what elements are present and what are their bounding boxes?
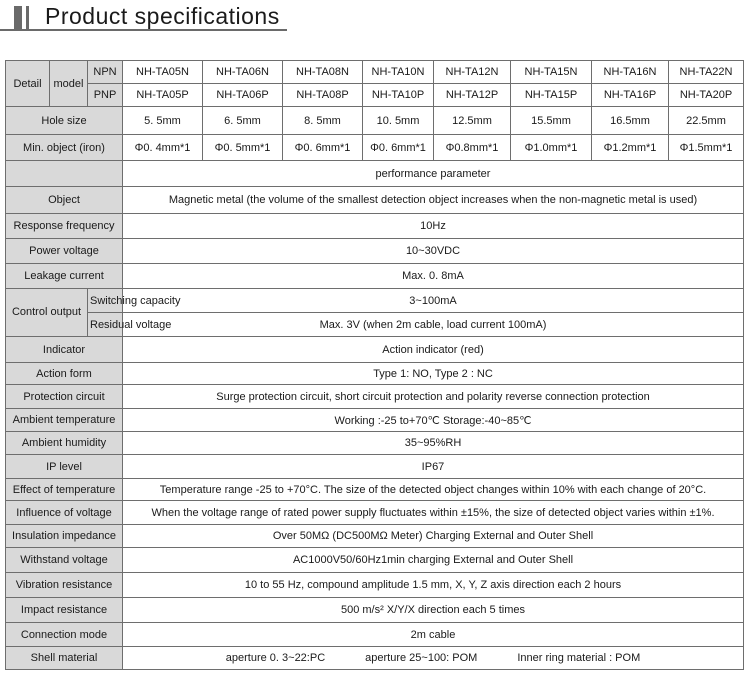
table-row <box>6 479 744 501</box>
spec-label: Power voltage <box>6 239 123 264</box>
header-underline <box>0 29 287 31</box>
pnp-model-cell: NH-TA16P <box>592 84 669 107</box>
spec-label: Withstand voltage <box>6 548 123 573</box>
table-row <box>6 84 744 107</box>
performance-header: performance parameter <box>123 161 744 187</box>
page-title: Product specifications <box>45 3 280 29</box>
table-row <box>6 107 744 135</box>
spec-value: Working :-25 to+70℃ Storage:-40~85℃ <box>123 409 744 432</box>
pnp-model-cell: NH-TA15P <box>511 84 592 107</box>
residual-voltage-value: Max. 3V (when 2m cable, load current 100mA) <box>123 313 744 337</box>
header-marker-thin-icon <box>26 6 29 30</box>
table-row <box>6 525 744 548</box>
spec-value: 10 to 55 Hz, compound amplitude 1.5 mm, X, Y, Z axis direction each 2 hours <box>123 573 744 598</box>
min-object-cell: Φ0. 6mm*1 <box>363 135 434 161</box>
table-row <box>6 187 744 214</box>
spec-label: Influence of voltage <box>6 501 123 525</box>
pnp-model-cell: NH-TA06P <box>203 84 283 107</box>
spec-label: Protection circuit <box>6 385 123 409</box>
spec-label: Vibration resistance <box>6 573 123 598</box>
spec-label: Insulation impedance <box>6 525 123 548</box>
npn-model-cell: NH-TA12N <box>434 61 511 84</box>
spec-value: 35~95%RH <box>123 432 744 455</box>
shell-material-value <box>123 647 744 670</box>
table-row <box>6 363 744 385</box>
spec-value: 10~30VDC <box>123 239 744 264</box>
spec-label: Leakage current <box>6 264 123 289</box>
spec-label: Impact resistance <box>6 598 123 623</box>
residual-voltage-label: Residual voltage <box>88 313 123 337</box>
pnp-model-cell: NH-TA08P <box>283 84 363 107</box>
table-row <box>6 455 744 479</box>
control-output-label: Control output <box>6 289 88 337</box>
npn-model-cell: NH-TA22N <box>669 61 744 84</box>
spec-value: Temperature range -25 to +70°C. The size of the detected object changes within 10% with each change of 20°C. <box>123 479 744 501</box>
npn-model-cell: NH-TA05N <box>123 61 203 84</box>
spec-value: Action indicator (red) <box>123 337 744 363</box>
table-row <box>6 337 744 363</box>
spec-value: Max. 0. 8mA <box>123 264 744 289</box>
table-row <box>6 501 744 525</box>
spec-label: Ambient temperature <box>6 409 123 432</box>
spec-value: IP67 <box>123 455 744 479</box>
table-row <box>6 385 744 409</box>
pnp-model-cell: NH-TA10P <box>363 84 434 107</box>
min-object-label: Min. object (iron) <box>6 135 123 161</box>
hole-size-cell: 6. 5mm <box>203 107 283 135</box>
shell-material-part: aperture 25~100: POM <box>365 652 478 664</box>
shell-material-part: aperture 0. 3~22:PC <box>225 652 326 664</box>
detail-label: Detail <box>6 61 50 107</box>
spec-value: Surge protection circuit, short circuit protection and polarity reverse connection protection <box>123 385 744 409</box>
model-label: model <box>50 61 88 107</box>
npn-model-cell: NH-TA15N <box>511 61 592 84</box>
table-row <box>6 548 744 573</box>
spec-table <box>5 60 744 670</box>
table-row <box>6 264 744 289</box>
npn-label: NPN <box>88 61 123 84</box>
table-row <box>6 289 744 313</box>
hole-size-cell: 8. 5mm <box>283 107 363 135</box>
spec-label: Action form <box>6 363 123 385</box>
pnp-model-cell: NH-TA05P <box>123 84 203 107</box>
table-row <box>6 573 744 598</box>
shell-material-part: Inner ring material : POM <box>517 652 641 664</box>
section-header <box>0 0 747 40</box>
shell-material-label: Shell material <box>6 647 123 670</box>
spec-value: AC1000V50/60Hz1min charging External and Outer Shell <box>123 548 744 573</box>
hole-size-cell: 5. 5mm <box>123 107 203 135</box>
npn-model-cell: NH-TA16N <box>592 61 669 84</box>
table-row <box>6 135 744 161</box>
table-row <box>6 409 744 432</box>
table-row <box>6 61 744 84</box>
hole-size-cell: 15.5mm <box>511 107 592 135</box>
table-row <box>6 161 744 187</box>
npn-model-cell: NH-TA08N <box>283 61 363 84</box>
min-object-cell: Φ1.2mm*1 <box>592 135 669 161</box>
spec-value: Over 50MΩ (DC500MΩ Meter) Charging External and Outer Shell <box>123 525 744 548</box>
spec-label: Connection mode <box>6 623 123 647</box>
min-object-cell: Φ0. 6mm*1 <box>283 135 363 161</box>
table-row <box>6 432 744 455</box>
spec-table-body <box>6 61 744 670</box>
spec-label: Ambient humidity <box>6 432 123 455</box>
spec-label: IP level <box>6 455 123 479</box>
switching-capacity-label: Switching capacity <box>88 289 123 313</box>
min-object-cell: Φ1.5mm*1 <box>669 135 744 161</box>
hole-size-label: Hole size <box>6 107 123 135</box>
table-row <box>6 598 744 623</box>
spec-label: Response frequency <box>6 214 123 239</box>
table-row <box>6 623 744 647</box>
hole-size-cell: 12.5mm <box>434 107 511 135</box>
spec-value: 2m cable <box>123 623 744 647</box>
spec-value: 10Hz <box>123 214 744 239</box>
performance-header-blank <box>6 161 123 187</box>
table-row <box>6 214 744 239</box>
header-marker-icon <box>14 6 22 30</box>
hole-size-cell: 22.5mm <box>669 107 744 135</box>
hole-size-cell: 16.5mm <box>592 107 669 135</box>
spec-value: Type 1: NO, Type 2 : NC <box>123 363 744 385</box>
spec-label: Object <box>6 187 123 214</box>
spec-value: 500 m/s² X/Y/X direction each 5 times <box>123 598 744 623</box>
pnp-model-cell: NH-TA12P <box>434 84 511 107</box>
spec-value: When the voltage range of rated power supply fluctuates within ±15%, the size of detected object varies within ±1%. <box>123 501 744 525</box>
table-row <box>6 647 744 670</box>
spec-label: Indicator <box>6 337 123 363</box>
table-row <box>6 239 744 264</box>
min-object-cell: Φ0.8mm*1 <box>434 135 511 161</box>
min-object-cell: Φ0. 5mm*1 <box>203 135 283 161</box>
spec-label: Effect of temperature <box>6 479 123 501</box>
npn-model-cell: NH-TA10N <box>363 61 434 84</box>
spec-value: Magnetic metal (the volume of the smallest detection object increases when the non-magnetic metal is used) <box>123 187 744 214</box>
table-row <box>6 313 744 337</box>
hole-size-cell: 10. 5mm <box>363 107 434 135</box>
pnp-model-cell: NH-TA20P <box>669 84 744 107</box>
min-object-cell: Φ0. 4mm*1 <box>123 135 203 161</box>
pnp-label: PNP <box>88 84 123 107</box>
switching-capacity-value: 3~100mA <box>123 289 744 313</box>
npn-model-cell: NH-TA06N <box>203 61 283 84</box>
min-object-cell: Φ1.0mm*1 <box>511 135 592 161</box>
